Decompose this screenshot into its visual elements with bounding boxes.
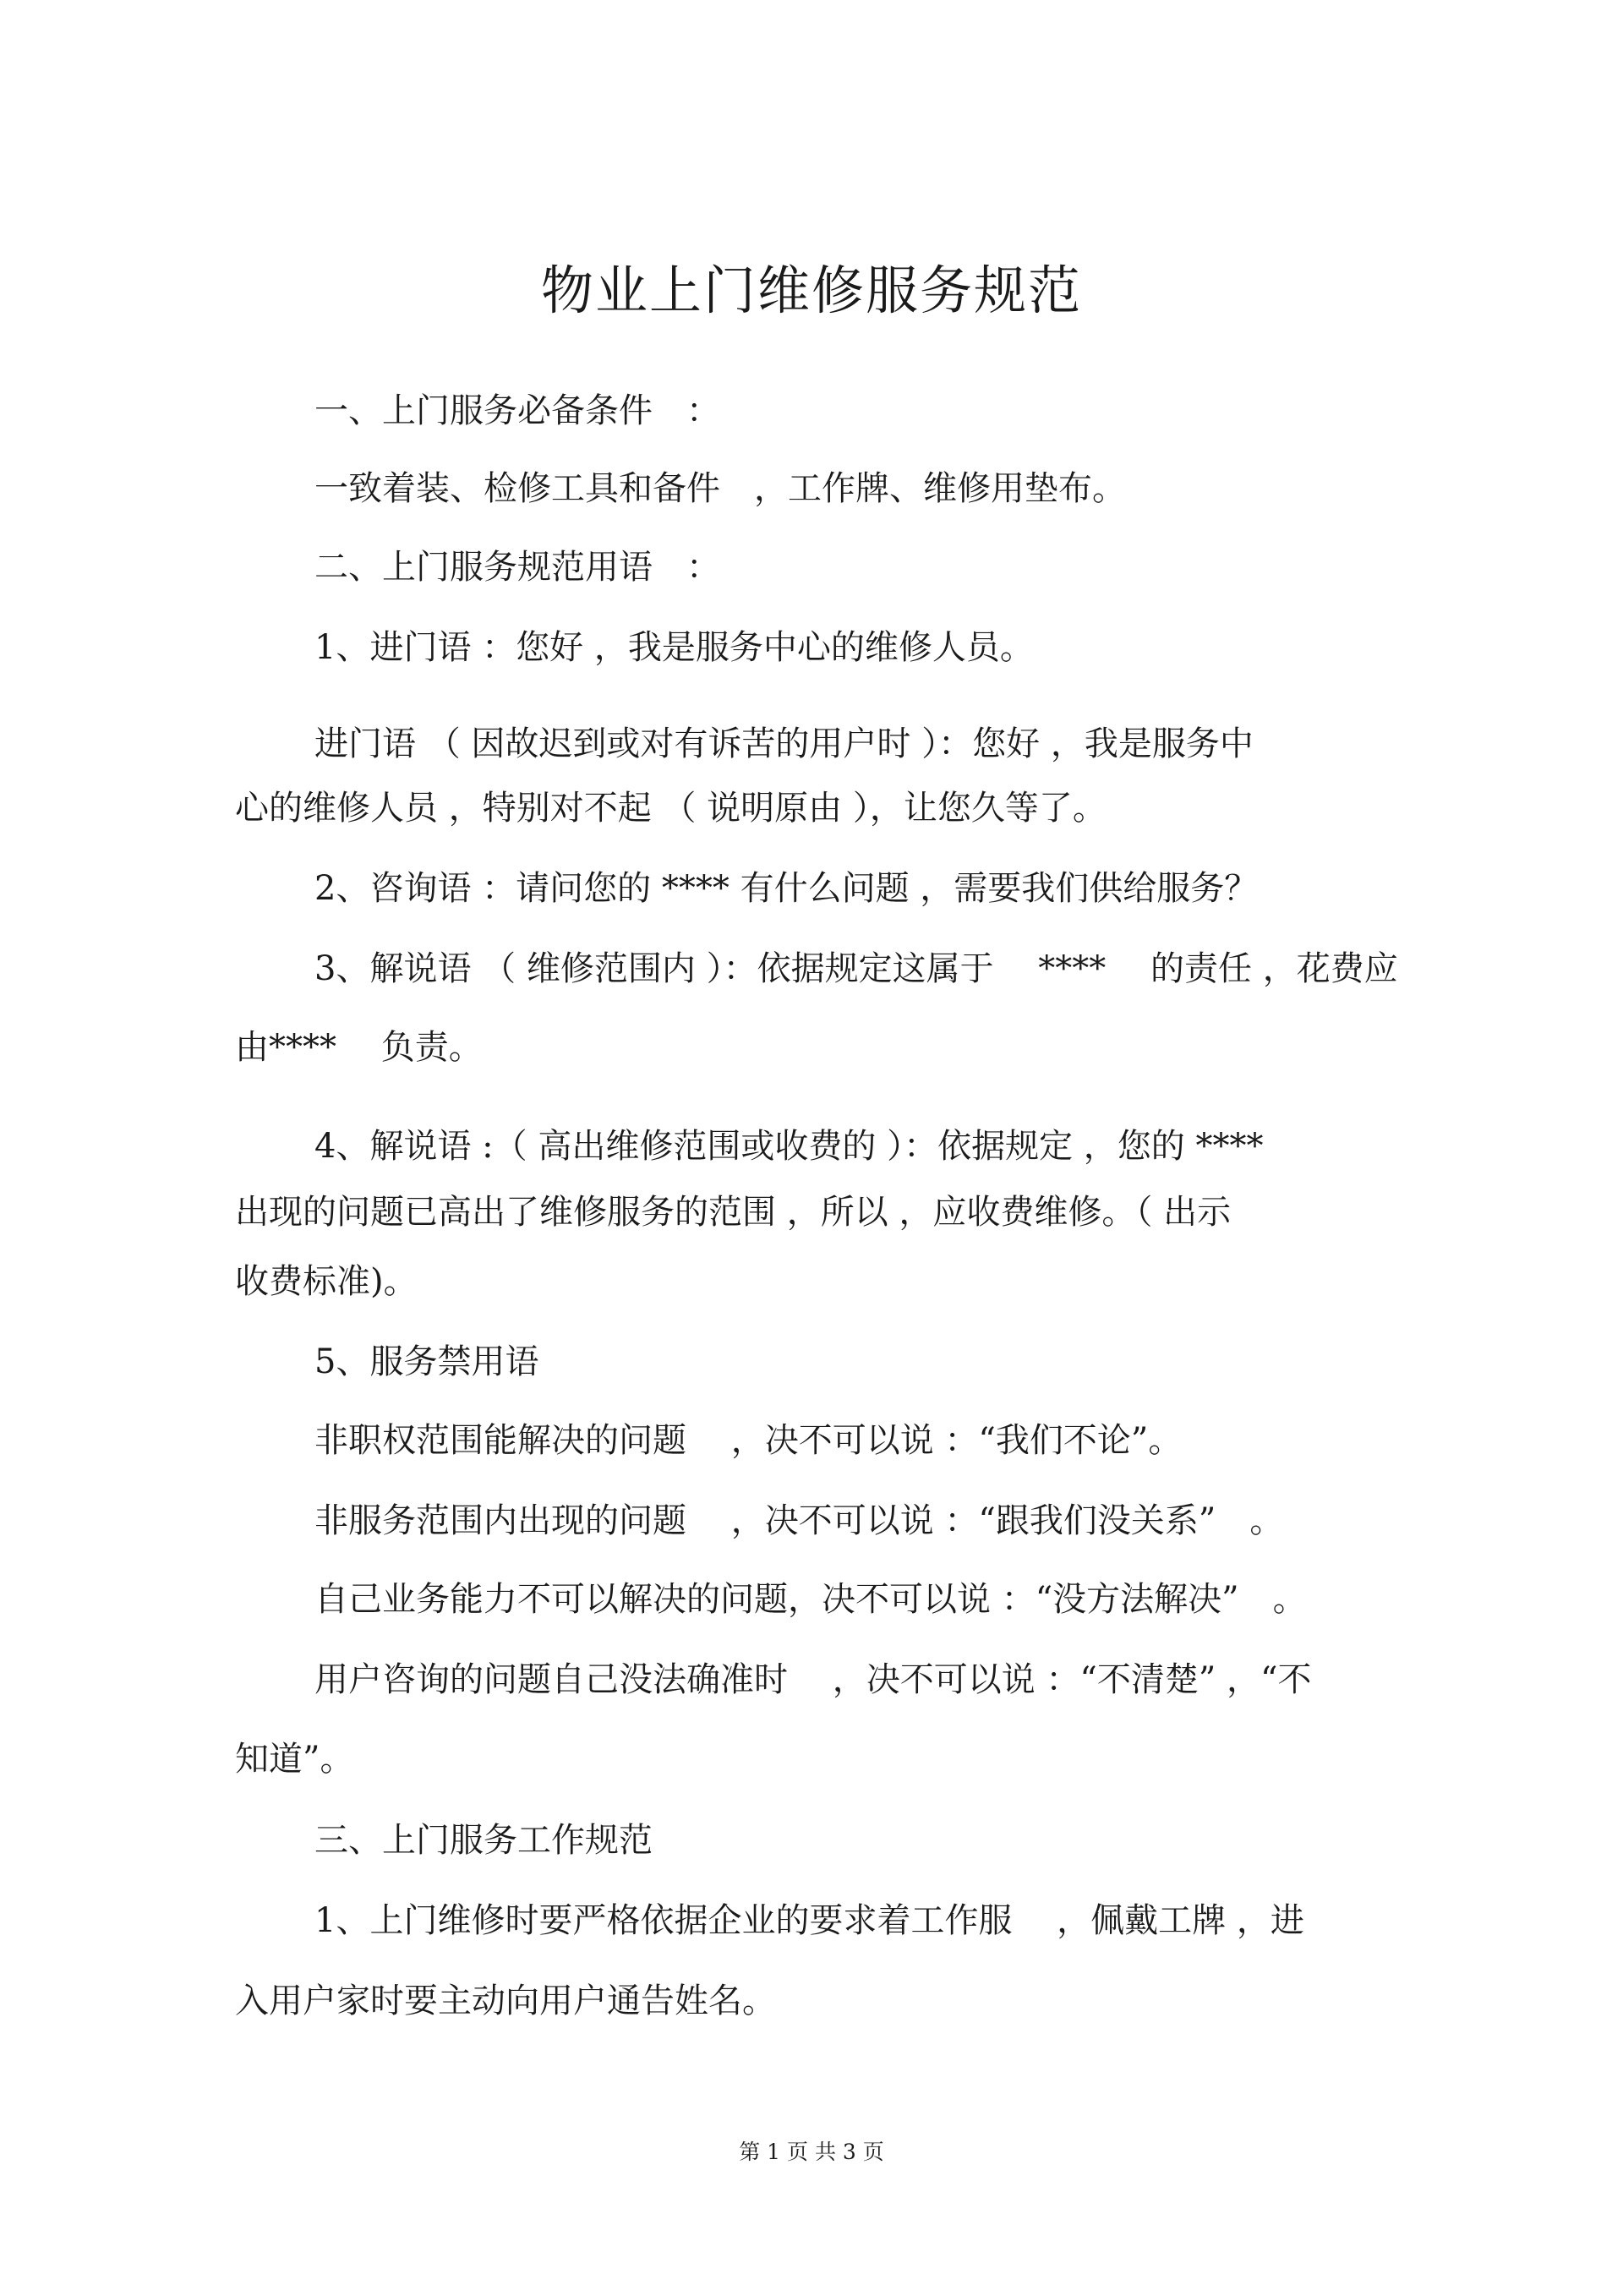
paragraph-line: 入用户家时要主动向用户通告姓名。: [235, 1982, 776, 2020]
paragraph-line: 1、上门维修时要严格依据企业的要求着工作服 ，佩戴工牌 ，进: [314, 1901, 1304, 1940]
paragraph-line: 2、咨询语 ：请问您的 **** 有什么问题 ，需要我们供给服务？: [314, 869, 1259, 908]
paragraph-line: 自己业务能力不可以解决的问题，决不可以说 ：“没方法解决” 。: [314, 1580, 1307, 1619]
paragraph-line: 1、进门语 ：您好 ，我是服务中心的维修人员。: [314, 628, 1034, 667]
paragraph-line: 收费标准)。: [235, 1262, 418, 1301]
paragraph-line: 出现的问题已高出了维修服务的范围 ，所以 ，应收费维修。（ 出示: [235, 1193, 1232, 1232]
section-heading-3: 三、上门服务工作规范: [314, 1821, 653, 1860]
paragraph-line: 4、解说语 :（ 高出维修范围或收费的 ）：依据规定 ，您的 ****: [314, 1127, 1264, 1166]
paragraph-line: 用户咨询的问题自己没法确准时 ，决不可以说 ：“不清楚” ，“不: [314, 1660, 1312, 1699]
section-heading-1: 一、上门服务必备条件 ：: [314, 391, 720, 430]
subsection-heading: 5、服务禁用语: [314, 1342, 539, 1381]
paragraph-line: 非职权范围能解决的问题 ，决不可以说 ：“我们不论”。: [314, 1421, 1183, 1460]
document-title: 物业上门维修服务规范: [540, 260, 1082, 321]
paragraph-line: 非服务范围内出现的问题 ，决不可以说 ：“跟我们没关系” 。: [314, 1501, 1284, 1540]
paragraph-line: 心的维修人员 ，特别对不起 （ 说明原由 ），让您久等了。: [235, 789, 1107, 828]
paragraph-line: 一致着装、检修工具和备件 ，工作牌、维修用垫布。: [314, 469, 1126, 508]
paragraph-line: 进门语 （ 因故迟到或对有诉苦的用户时 ）：您好 ，我是服务中: [314, 724, 1254, 763]
page-footer: 第 1 页 共 3 页: [739, 2140, 884, 2164]
paragraph-line: 由**** 负责。: [235, 1028, 483, 1067]
paragraph-line: 3、解说语 （ 维修范围内 ）：依据规定这属于 **** 的责任 ，花费应: [314, 949, 1398, 988]
paragraph-line: 知道”。: [235, 1740, 354, 1779]
section-heading-2: 二、上门服务规范用语 ：: [314, 548, 720, 587]
